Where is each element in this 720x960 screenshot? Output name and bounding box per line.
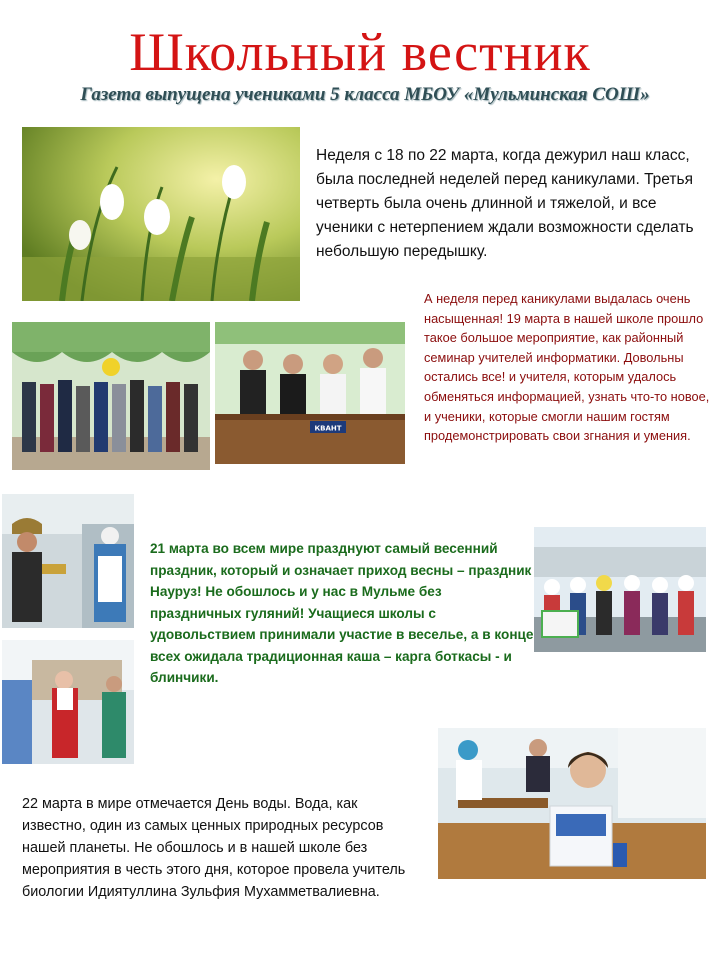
article-nauruz: 21 марта во всем мире празднуют самый весенний праздник, который и означает приход весны – праздник Науруз! Не обошлось и у нас в Мульме без праздничных гуляний! Учащиеся школы с удовольствием принимали участие в веселье, а в конце всех ожидала традиционная каша – карга боткасы - и блинчики. — [150, 541, 534, 685]
nauruz-performers-photo — [2, 494, 134, 628]
seminar-students-photo — [215, 322, 405, 464]
newspaper-title: Школьный вестник — [129, 22, 591, 82]
article-seminar: А неделя перед каникулами выдалась очень насыщенная! 19 марта в нашей школе прошло такое большое мероприятие, как районный семинар учителей информатики. Довольны остались все! и учителя, которым удалось обменяться информацией, узнать что-то новое, и ученики, которые смогли нашим гостям продемонстрировать свои згнания и умения. — [424, 291, 710, 444]
nauruz-children-photo — [534, 527, 706, 652]
snowdrops-photo — [22, 127, 300, 301]
nauruz-fairytale-photo — [2, 640, 134, 764]
seminar-teachers-photo — [12, 322, 210, 470]
water-day-photo — [438, 728, 706, 879]
quiz-table-sign: КВАНТ — [314, 424, 342, 433]
article-water-day: 22 марта в мире отмечается День воды. Вода, как известно, один из самых ценных природных ресурсов нашей планеты. Не обошлось и в нашей школе без мероприятия в честь этого дня, которое провела учитель биологии Идиятуллина Зульфия Мухамметвалиевна. — [22, 796, 406, 900]
article-week: Неделя с 18 по 22 марта, когда дежурил наш класс, была последней неделей перед каникулами. Третья четверть была очень длинной и тяжелой, и все ученики с нетерпением ждали возможности сделать небольшую передышку. — [316, 147, 694, 260]
newspaper-subtitle: Газета выпущена учениками 5 класса МБОУ «Мульминская СОШ» — [80, 84, 650, 105]
